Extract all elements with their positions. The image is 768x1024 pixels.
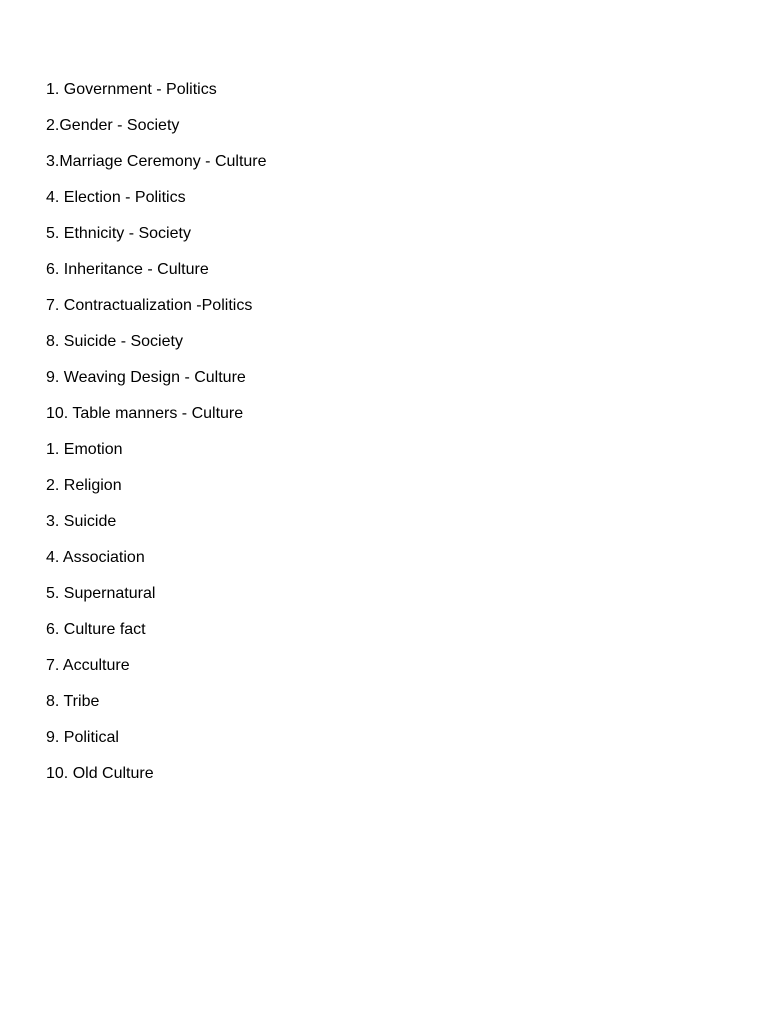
text-line: 7. Acculture <box>46 657 130 674</box>
text-line: 6. Inheritance - Culture <box>46 261 209 278</box>
text-line: 6. Culture fact <box>46 621 146 638</box>
text-line: 10. Old Culture <box>46 765 154 782</box>
text-line: 2. Religion <box>46 477 122 494</box>
text-line: 9. Weaving Design - Culture <box>46 369 246 386</box>
text-line: 8. Suicide - Society <box>46 333 183 350</box>
text-line: 7. Contractualization -Politics <box>46 297 253 314</box>
text-line: 8. Tribe <box>46 693 100 710</box>
text-line: 4. Association <box>46 549 145 566</box>
text-line: 5. Ethnicity - Society <box>46 225 191 242</box>
text-line: 5. Supernatural <box>46 585 156 602</box>
text-line: 1. Government - Politics <box>46 81 217 98</box>
text-line: 3.Marriage Ceremony - Culture <box>46 153 267 170</box>
text-line: 10. Table manners - Culture <box>46 405 244 422</box>
text-line: 2.Gender - Society <box>46 117 180 134</box>
text-lines <box>46 78 267 798</box>
text-line: 9. Political <box>46 729 119 746</box>
text-line: 3. Suicide <box>46 513 117 530</box>
text-line: 1. Emotion <box>46 441 123 458</box>
text-line: 4. Election - Politics <box>46 189 186 206</box>
